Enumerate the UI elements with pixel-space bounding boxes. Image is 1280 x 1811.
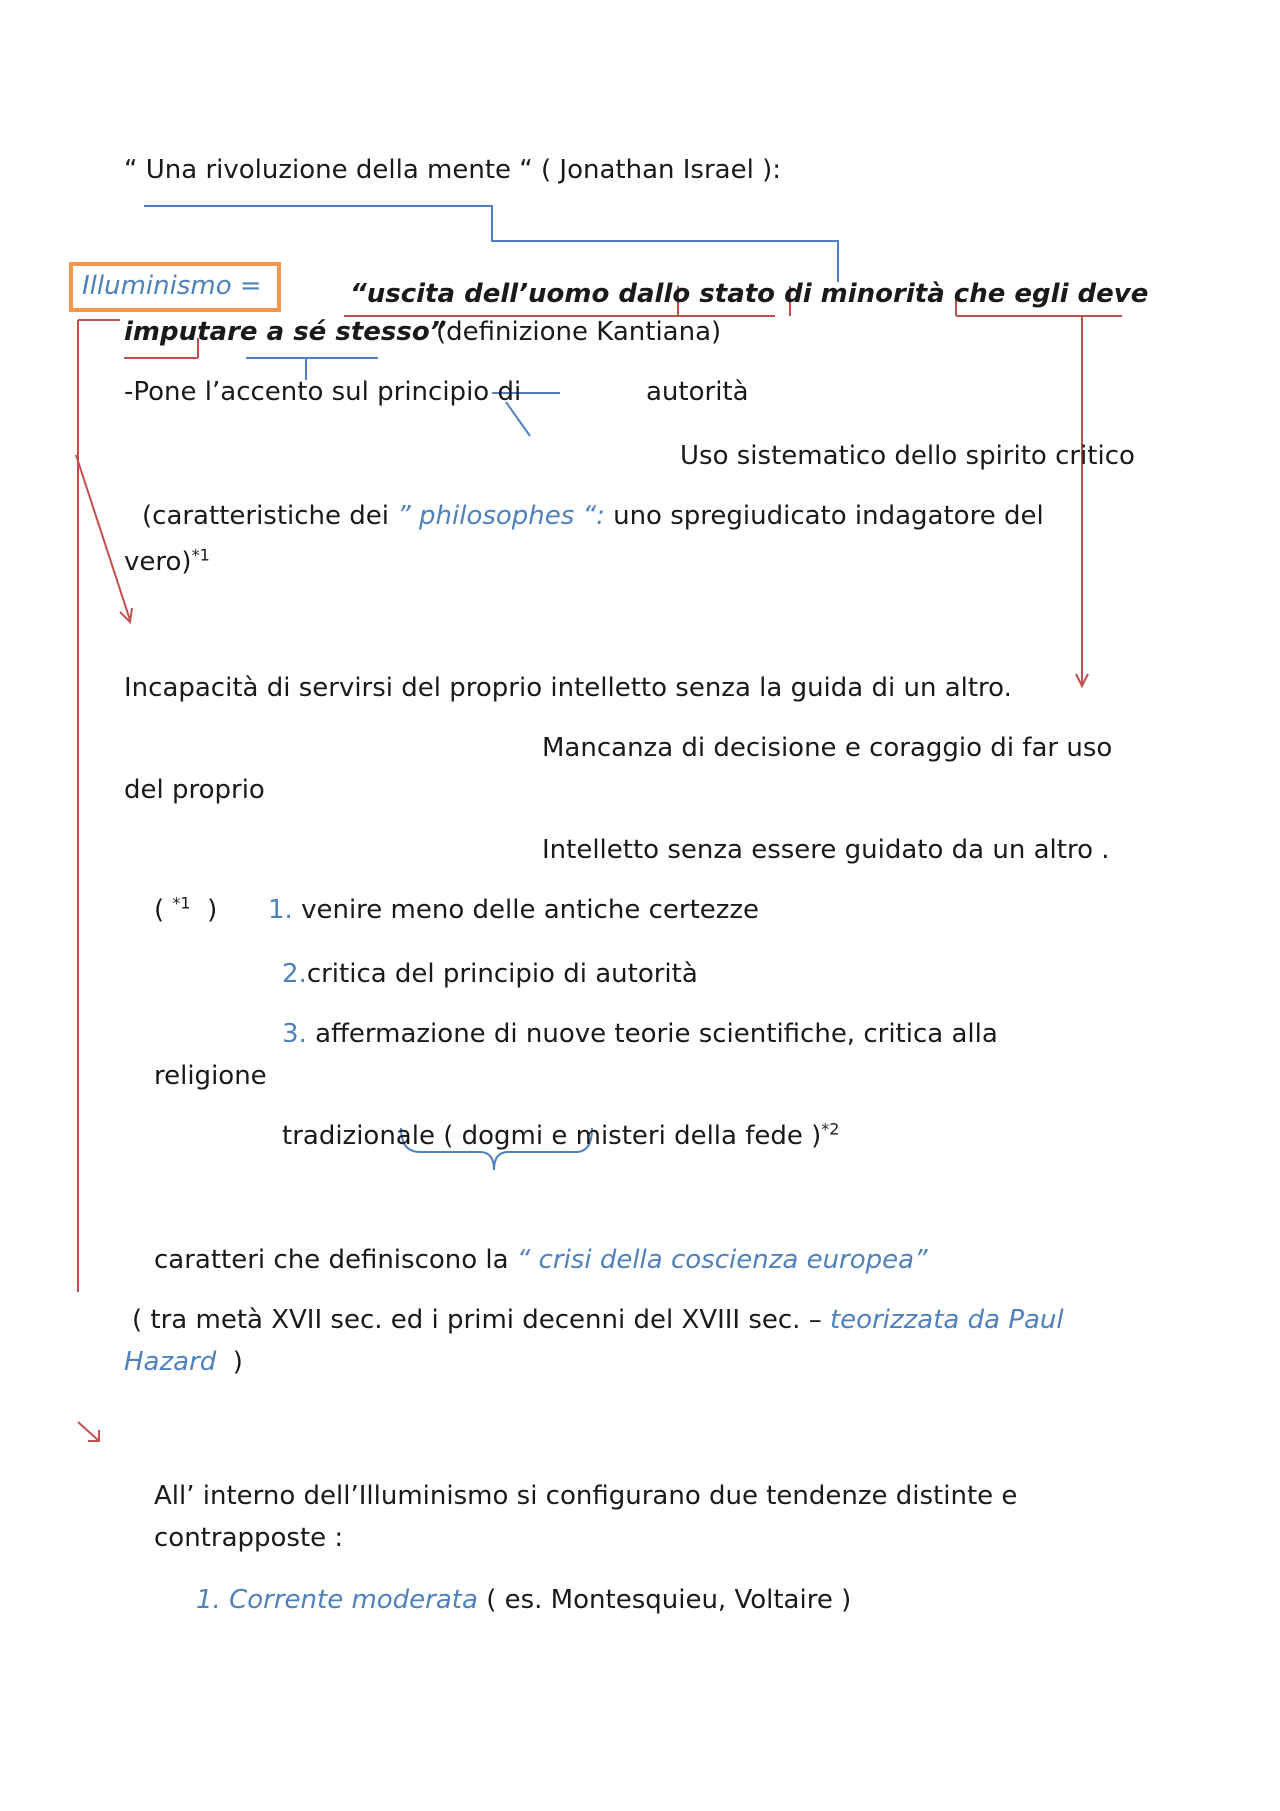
incapacity-line2: Mancanza di decisione e coraggio di far uso [542, 733, 1113, 763]
list-item [282, 958, 698, 990]
list-num: 1. [268, 895, 293, 925]
incapacity-line3: del proprio [124, 775, 265, 805]
left-red-arrow [76, 320, 132, 1292]
philosophes-term: ” philosophes “: [397, 501, 605, 531]
kant-quote-line2: imputare a sé stesso” [124, 317, 447, 347]
list-text: critica del principio di autorità [306, 959, 698, 989]
philosophes-vero: vero) [124, 547, 192, 577]
crisis-period [132, 1304, 1064, 1336]
note1-sup: *1 [172, 893, 191, 913]
note1-marker [154, 894, 217, 926]
crisis-period-line2 [124, 1346, 243, 1378]
list-num: 3. [282, 1019, 307, 1049]
note1-close: ) [207, 895, 218, 925]
tendency-examples: ( es. Montesquieu, Voltaire ) [486, 1585, 852, 1615]
tendency-term: Corrente moderata [229, 1585, 478, 1615]
incapacity-line4: Intelletto senza essere guidato da un altro . [542, 835, 1110, 865]
tendency-num: 1. [196, 1585, 221, 1615]
accent-line [124, 376, 521, 408]
list-item3-line2: religione [154, 1061, 267, 1091]
crisis-period-text: ( tra metà XVII sec. ed i primi decenni del XVIII sec. – [132, 1305, 822, 1335]
illuminismo-term: Illuminismo = [82, 271, 262, 301]
accent-prefix: -Pone l’accento sul principio [124, 377, 490, 407]
small-red-arrow [78, 1422, 99, 1441]
tendencies-line1: All’ interno dell’Illuminismo si configurano due tendenze distinte e [154, 1481, 1018, 1511]
list-text: venire meno delle antiche certezze [301, 895, 760, 925]
crisis-theorist: teorizzata da Paul [829, 1305, 1064, 1335]
crisis-term: “ crisi della coscienza europea” [516, 1245, 928, 1275]
tendency-item [196, 1584, 851, 1616]
footnote-ref-1: *1 [191, 545, 210, 565]
crisis-close: ) [232, 1347, 243, 1377]
crisis-line [154, 1244, 928, 1276]
accent-from: autorità [646, 377, 749, 407]
tradizionale-text: tradizionale ( dogmi e misteri della fede ) [282, 1121, 822, 1151]
list-item [268, 894, 759, 926]
list-item3-line3 [282, 1120, 839, 1152]
philosophes-line [142, 500, 1044, 532]
accent-struck: di [497, 377, 522, 407]
accent-to: Uso sistematico dello spirito critico [680, 441, 1135, 471]
crisis-theorist-name: Hazard [124, 1347, 217, 1377]
incapacity-line1: Incapacità di servirsi del proprio intelletto senza la guida di un altro. [124, 673, 1012, 703]
right-red-arrow [1076, 316, 1088, 686]
list-item [282, 1018, 998, 1050]
philosophes-open: (caratteristiche dei [142, 501, 390, 531]
philosophes-line2 [124, 546, 210, 578]
kant-source: (definizione Kantiana) [436, 317, 722, 347]
tendencies-line2: contrapposte : [154, 1523, 344, 1553]
note1-open: ( [154, 895, 165, 925]
list-num: 2. [282, 959, 307, 989]
list-text: affermazione di nuove teorie scientifiche, critica alla [315, 1019, 998, 1049]
footnote-ref-2: *2 [821, 1119, 840, 1139]
crisis-prefix: caratteri che definiscono la [154, 1245, 509, 1275]
kant-quote-line1: “uscita dell’uomo dallo stato di minorità che egli deve [350, 279, 1149, 309]
philosophes-desc: uno spregiudicato indagatore del [613, 501, 1044, 531]
page-heading: “ Una rivoluzione della mente “ ( Jonathan Israel ): [124, 155, 781, 185]
